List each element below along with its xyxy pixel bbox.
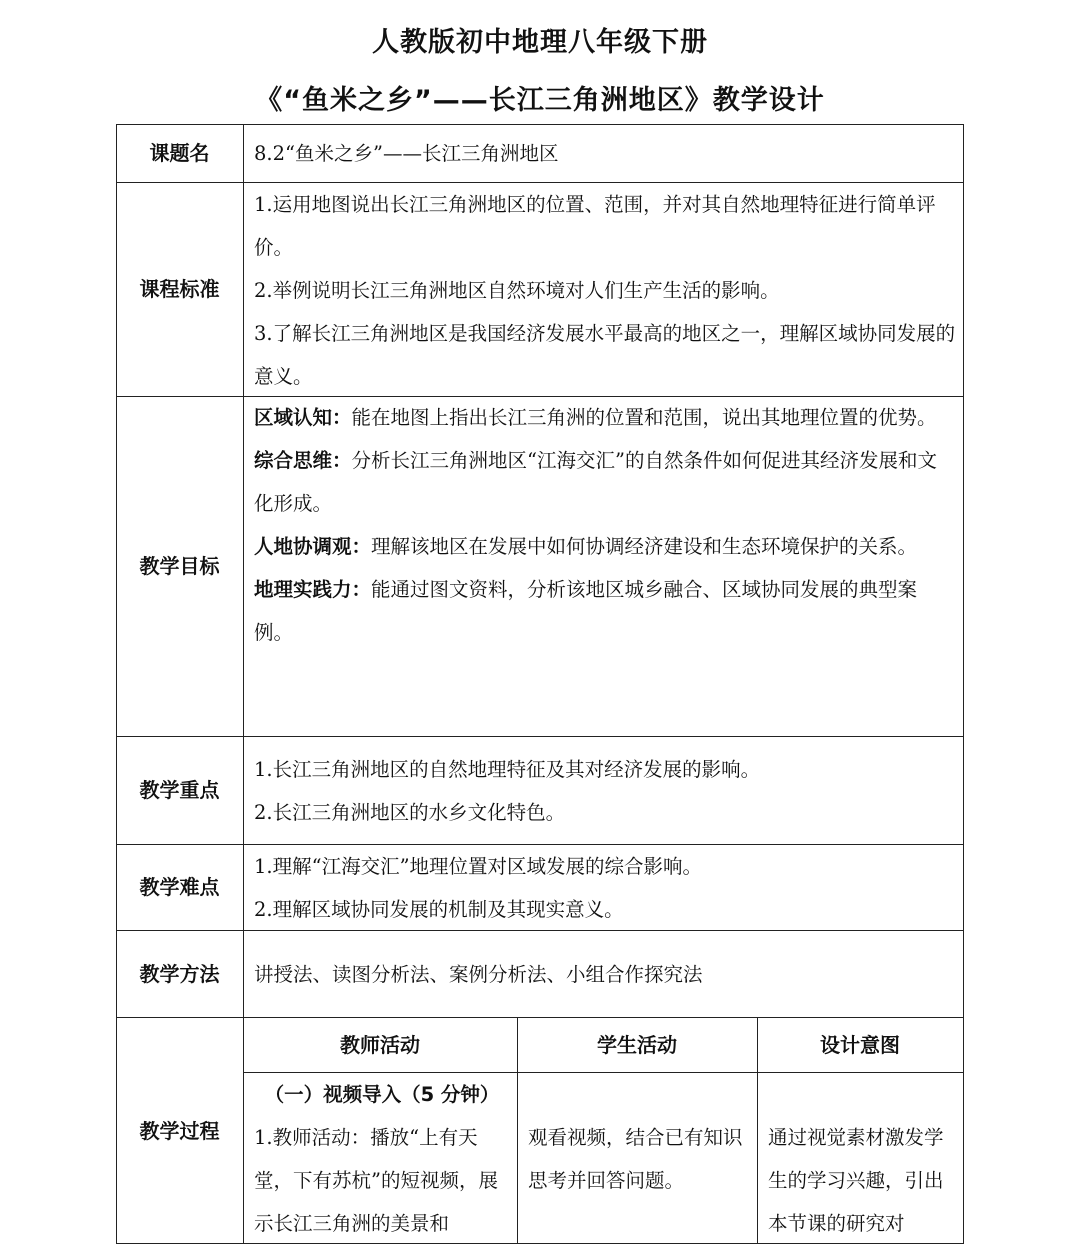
design-intent-cell	[768, 1116, 958, 1245]
methods-content: 讲授法、读图分析法、案例分析法、小组合作探究法	[254, 963, 703, 986]
topic-label: 课题名	[149, 141, 210, 165]
standard-item: 2.举例说明长江三角洲地区自然环境对人们生产生活的影响。	[254, 279, 780, 302]
teacher-activity-header: 教师活动	[340, 1033, 420, 1057]
document-title-line2: 《“鱼米之乡”——长江三角洲地区》教学设计	[255, 85, 825, 116]
standards-content	[254, 183, 956, 398]
difficulties-label: 教学难点	[139, 875, 220, 899]
standards-label: 课程标准	[139, 277, 220, 301]
methods-label: 教学方法	[139, 962, 220, 986]
goal-text: 能在地图上指出长江三角洲的位置和范围，说出其地理位置的优势。	[351, 406, 937, 429]
goal-head: 区域认知：	[254, 406, 352, 429]
goal-item	[254, 439, 956, 525]
document-title-line1: 人教版初中地理八年级下册	[372, 27, 708, 58]
difficulties-content	[254, 845, 956, 931]
key-point-item: 2.长江三角洲地区的水乡文化特色。	[254, 801, 566, 824]
goal-head: 综合思维：	[254, 449, 352, 472]
goal-text: 理解该地区在发展中如何协调经济建设和生态环境保护的关系。	[371, 535, 918, 558]
goal-head: 地理实践力：	[254, 578, 372, 601]
student-activity-text: 观看视频，结合已有知识思考并回答问题。	[528, 1126, 743, 1192]
difficulty-item: 2.理解区域协同发展的机制及其现实意义。	[254, 898, 624, 921]
standard-item: 1.运用地图说出长江三角洲地区的位置、范围，并对其自然地理特征进行简单评价。	[254, 193, 936, 259]
standard-item: 3.了解长江三角洲地区是我国经济发展水平最高的地区之一，理解区域协同发展的意义。	[254, 322, 956, 388]
difficulty-item: 1.理解“江海交汇”地理位置对区域发展的综合影响。	[254, 855, 703, 878]
goal-head: 人地协调观：	[254, 535, 372, 558]
goal-item	[254, 525, 956, 568]
key-point-item: 1.长江三角洲地区的自然地理特征及其对经济发展的影响。	[254, 758, 761, 781]
label-column-divider	[243, 124, 244, 1244]
goals-label: 教学目标	[139, 554, 220, 578]
teacher-activity-cell	[254, 1073, 510, 1245]
goal-text: 分析长江三角洲地区“江海交汇”的自然条件如何促进其经济发展和文化形成。	[254, 449, 937, 515]
goals-content	[254, 396, 956, 654]
process-label: 教学过程	[139, 1119, 220, 1143]
student-activity-header: 学生活动	[597, 1033, 677, 1057]
student-activity-cell	[528, 1116, 750, 1202]
topic-content: 8.2“鱼米之乡”——长江三角洲地区	[254, 142, 559, 165]
goal-text: 能通过图文资料，分析该地区城乡融合、区域协同发展的典型案例。	[254, 578, 918, 644]
teacher-activity-text: 1.教师活动：播放“上有天堂，下有苏杭”的短视频，展示长江三角洲的美景和	[254, 1126, 498, 1235]
design-intent-header: 设计意图	[820, 1033, 900, 1057]
goal-item	[254, 568, 956, 654]
table-border-right	[963, 124, 964, 1244]
key-points-content	[254, 748, 956, 834]
goal-item	[254, 396, 956, 439]
key-points-label: 教学重点	[139, 778, 220, 802]
design-intent-text: 通过视觉素材激发学生的学习兴趣，引出本节课的研究对	[768, 1126, 944, 1235]
section-title: （一）视频导入（5 分钟）	[264, 1083, 500, 1106]
